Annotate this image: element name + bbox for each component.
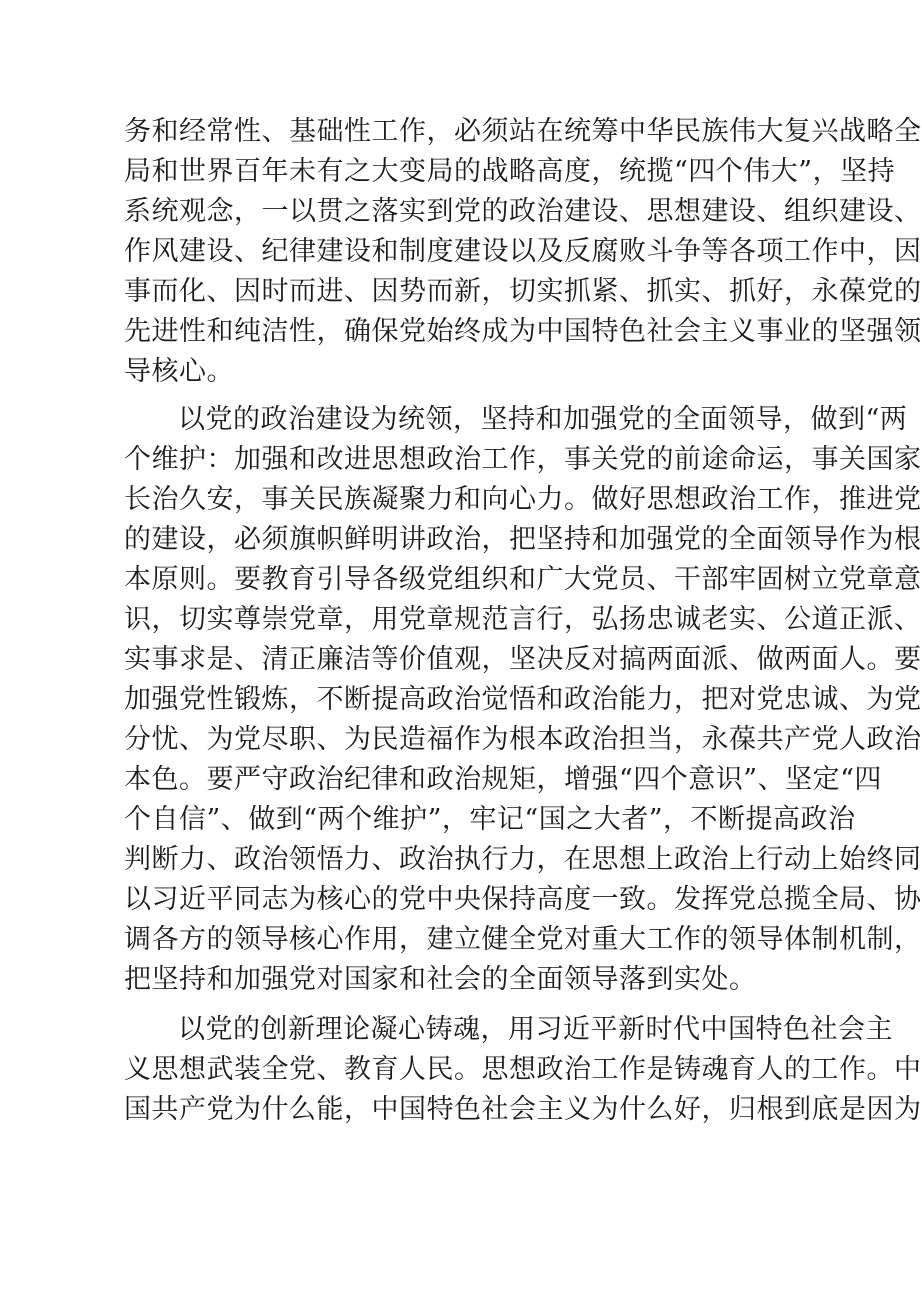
paragraph-line: 把坚持和加强党对国家和社会的全面领导落到实处。 <box>124 964 757 995</box>
paragraph-line: 分忧、为党尽职、为民造福作为根本政治担当，永葆共产党人政治 <box>124 724 922 755</box>
paragraph-line: 识，切实尊崇党章，用党章规范言行，弘扬忠诚老实、公道正派、 <box>124 604 922 635</box>
paragraph-line: 务和经常性、基础性工作，必须站在统筹中华民族伟大复兴战略全 <box>124 116 922 147</box>
paragraph-line: 系统观念，一以贯之落实到党的政治建设、思想建设、组织建设、 <box>124 196 922 227</box>
paragraph-line: 局和世界百年未有之大变局的战略高度，统揽“四个伟大”，坚持 <box>124 156 896 187</box>
paragraph-line: 加强党性锻炼，不断提高政治觉悟和政治能力，把对党忠诚、为党 <box>124 684 922 715</box>
paragraph-line: 事而化、因时而进、因势而新，切实抓紧、抓实、抓好，永葆党的 <box>124 276 922 307</box>
paragraph-line: 实事求是、清正廉洁等价值观，坚决反对搞两面派、做两面人。要 <box>124 644 922 675</box>
paragraph-line: 本原则。要教育引导各级党组织和广大党员、干部牢固树立党章意 <box>124 564 922 595</box>
paragraph-line: 个维护：加强和改进思想政治工作，事关党的前途命运，事关国家 <box>124 444 922 475</box>
paragraph-line: 判断力、政治领悟力、政治执行力，在思想上政治上行动上始终同 <box>124 844 922 875</box>
paragraph-line: 义思想武装全党、教育人民。思想政治工作是铸魂育人的工作。中 <box>124 1054 922 1085</box>
paragraph-line: 以党的政治建设为统领，坚持和加强党的全面领导，做到“两 <box>178 404 908 435</box>
document-body <box>124 112 922 1130</box>
paragraph-line: 的建设，必须旗帜鲜明讲政治，把坚持和加强党的全面领导作为根 <box>124 524 922 555</box>
paragraph <box>124 112 922 392</box>
paragraph-line: 以党的创新理论凝心铸魂，用习近平新时代中国特色社会主 <box>178 1014 893 1045</box>
paragraph-line: 以习近平同志为核心的党中央保持高度一致。发挥党总揽全局、协 <box>124 884 922 915</box>
paragraph-line: 长治久安，事关民族凝聚力和向心力。做好思想政治工作，推进党 <box>124 484 922 515</box>
paragraph-line: 本色。要严守政治纪律和政治规矩，增强“四个意识”、坚定“四 <box>124 764 882 795</box>
paragraph-line: 调各方的领导核心作用，建立健全党对重大工作的领导体制机制， <box>124 924 922 955</box>
paragraph <box>124 400 922 1000</box>
paragraph-line: 个自信”、做到“两个维护”，牢记“国之大者”，不断提高政治 <box>124 804 856 835</box>
paragraph-line: 先进性和纯洁性，确保党始终成为中国特色社会主义事业的坚强领 <box>124 316 922 347</box>
paragraph-line: 导核心。 <box>124 356 234 387</box>
paragraph <box>124 1010 922 1130</box>
paragraph-line: 作风建设、纪律建设和制度建设以及反腐败斗争等各项工作中，因 <box>124 236 922 267</box>
paragraph-line: 国共产党为什么能，中国特色社会主义为什么好，归根到底是因为 <box>124 1094 922 1125</box>
